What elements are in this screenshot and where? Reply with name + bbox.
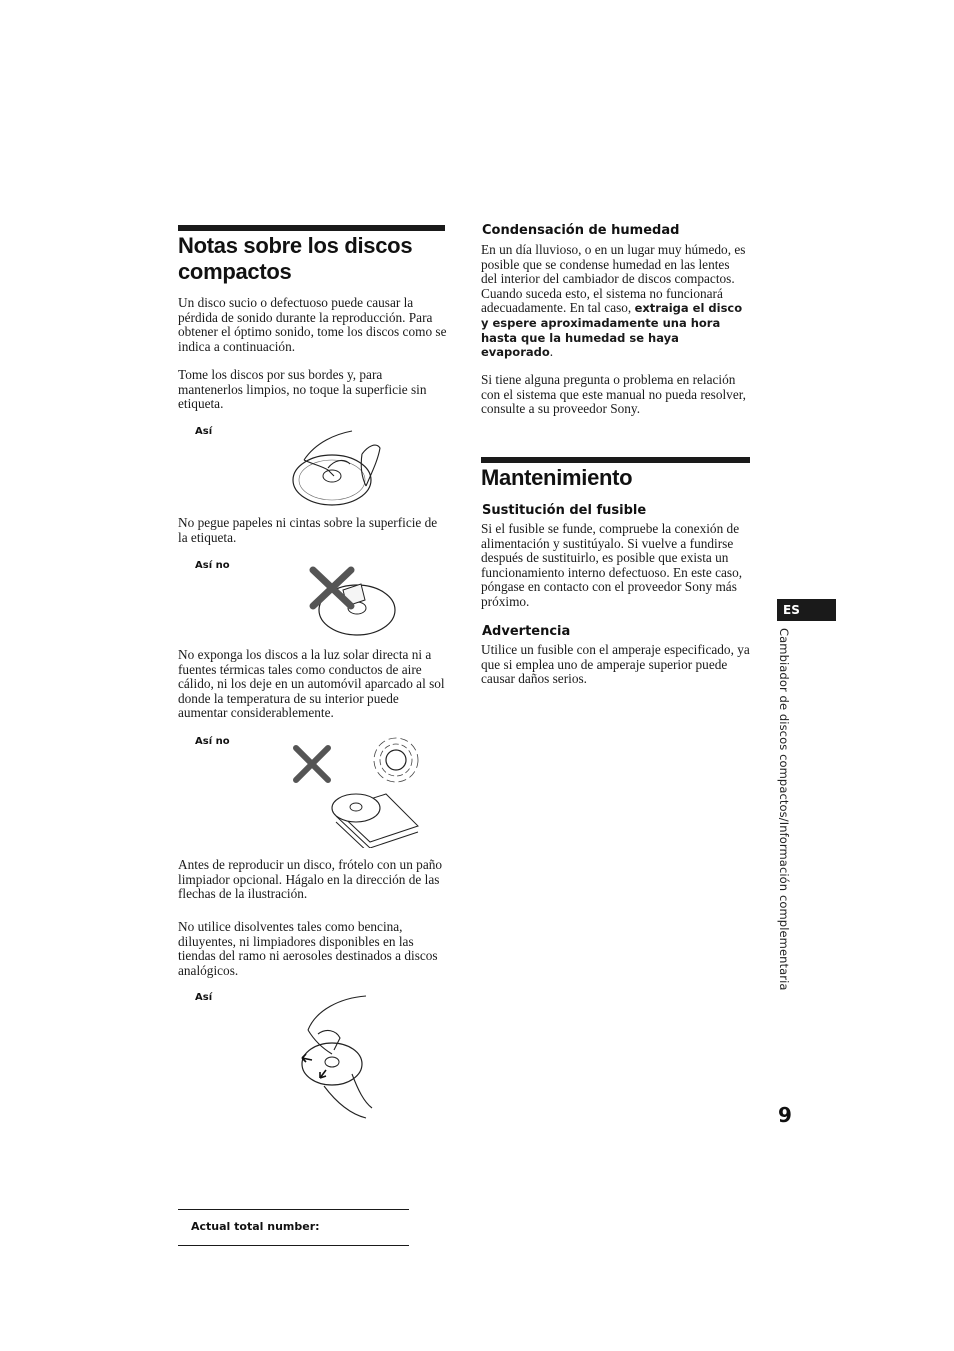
- section-rule-mantenimiento-bar: [481, 457, 750, 463]
- disc-wipe-illustration: [296, 990, 386, 1120]
- caption-wrong-2: Así no: [195, 736, 230, 747]
- condensacion-end: .: [549, 344, 554, 360]
- paragraph-heat: No exponga los discos a la luz solar directa ni a fuentes térmicas tales como conductos de aire cálido, ni los deje en un automóvil aparcado al sol donde la temperatura de su interior puede aumentar considerablemente.: [178, 647, 445, 721]
- heading-advertencia: Advertencia: [482, 624, 571, 639]
- caption-correct-1: Así: [195, 426, 213, 437]
- section-title-notas: [178, 233, 412, 285]
- condensacion-bold-text: extraiga el disco y espere aproximadamente una hora hasta que la humedad se haya evaporado: [481, 301, 743, 360]
- section-vertical-label: Cambiador de discos compactos/Información complementaria: [777, 628, 791, 991]
- paragraph-consulta: Si tiene alguna pregunta o problema en relación con el sistema que este manual no pueda resolver, consulte a su proveedor Sony.: [481, 372, 746, 417]
- caption-wrong-1: Así no: [195, 560, 230, 571]
- section-title-line1: Notas sobre los discos: [178, 233, 413, 258]
- paragraph-advertencia: Utilice un fusible con el amperaje especificado, ya que si emplea uno de amperaje superior puede causar daños serios.: [481, 642, 750, 687]
- paragraph-condensacion: [481, 243, 749, 360]
- paragraph-handling: Tome los discos por sus bordes y, para mantenerlos limpios, no toque la superficie sin etiqueta.: [178, 367, 427, 412]
- paragraph-fusible: Si el fusible se funde, compruebe la conexión de alimentación y sustitúyalo. Si vuelve a fundirse después de sustituirlo, es posible que exista un funcionamiento interno defectuoso. En este caso, póngase en contacto con el proveedor Sony más próximo.: [481, 521, 743, 609]
- disc-hold-illustration: [290, 424, 390, 508]
- page-number: 9: [778, 1103, 792, 1127]
- paragraph-cleaning: Antes de reproducir un disco, frótelo con un paño limpiador opcional. Hágalo en la dirección de las flechas de la ilustración.: [178, 857, 443, 902]
- heading-fusible: Sustitución del fusible: [482, 503, 647, 518]
- paragraph-intro: Un disco sucio o defectuoso puede causar la pérdida de sonido durante la reproducción. Para obtener el óptimo sonido, tome los discos como se indica a continuación.: [178, 295, 447, 354]
- section-title-mantenimiento: Mantenimiento: [481, 465, 633, 490]
- section-title-line2: compactos: [178, 259, 292, 284]
- footer-rule-bottom: [178, 1245, 409, 1246]
- section-rule-notas: [178, 225, 445, 231]
- paragraph-labels: No pegue papeles ni cintas sobre la superficie de la etiqueta.: [178, 515, 438, 545]
- disc-sun-wrong-illustration: [290, 736, 425, 848]
- footer-label: Actual total number:: [191, 1220, 320, 1233]
- footer-rule-top: [178, 1209, 409, 1210]
- heading-condensacion: Condensación de humedad: [482, 223, 680, 238]
- caption-correct-2: Así: [195, 992, 213, 1003]
- disc-tape-wrong-illustration: [305, 562, 400, 640]
- paragraph-solvents: No utilice disolventes tales como bencina, diluyentes, ni limpiadores disponibles en las tiendas del ramo ni aerosoles destinados a discos analógicos.: [178, 919, 438, 978]
- language-tab: ES: [777, 599, 836, 621]
- condensacion-text: En un día lluvioso, o en un lugar muy húmedo, es posible que se condense humedad en las lentes del interior del cambiador de discos compactos. Cuando suceda esto, el sistema no funcionará adecuadamente. En tal caso,: [481, 242, 746, 316]
